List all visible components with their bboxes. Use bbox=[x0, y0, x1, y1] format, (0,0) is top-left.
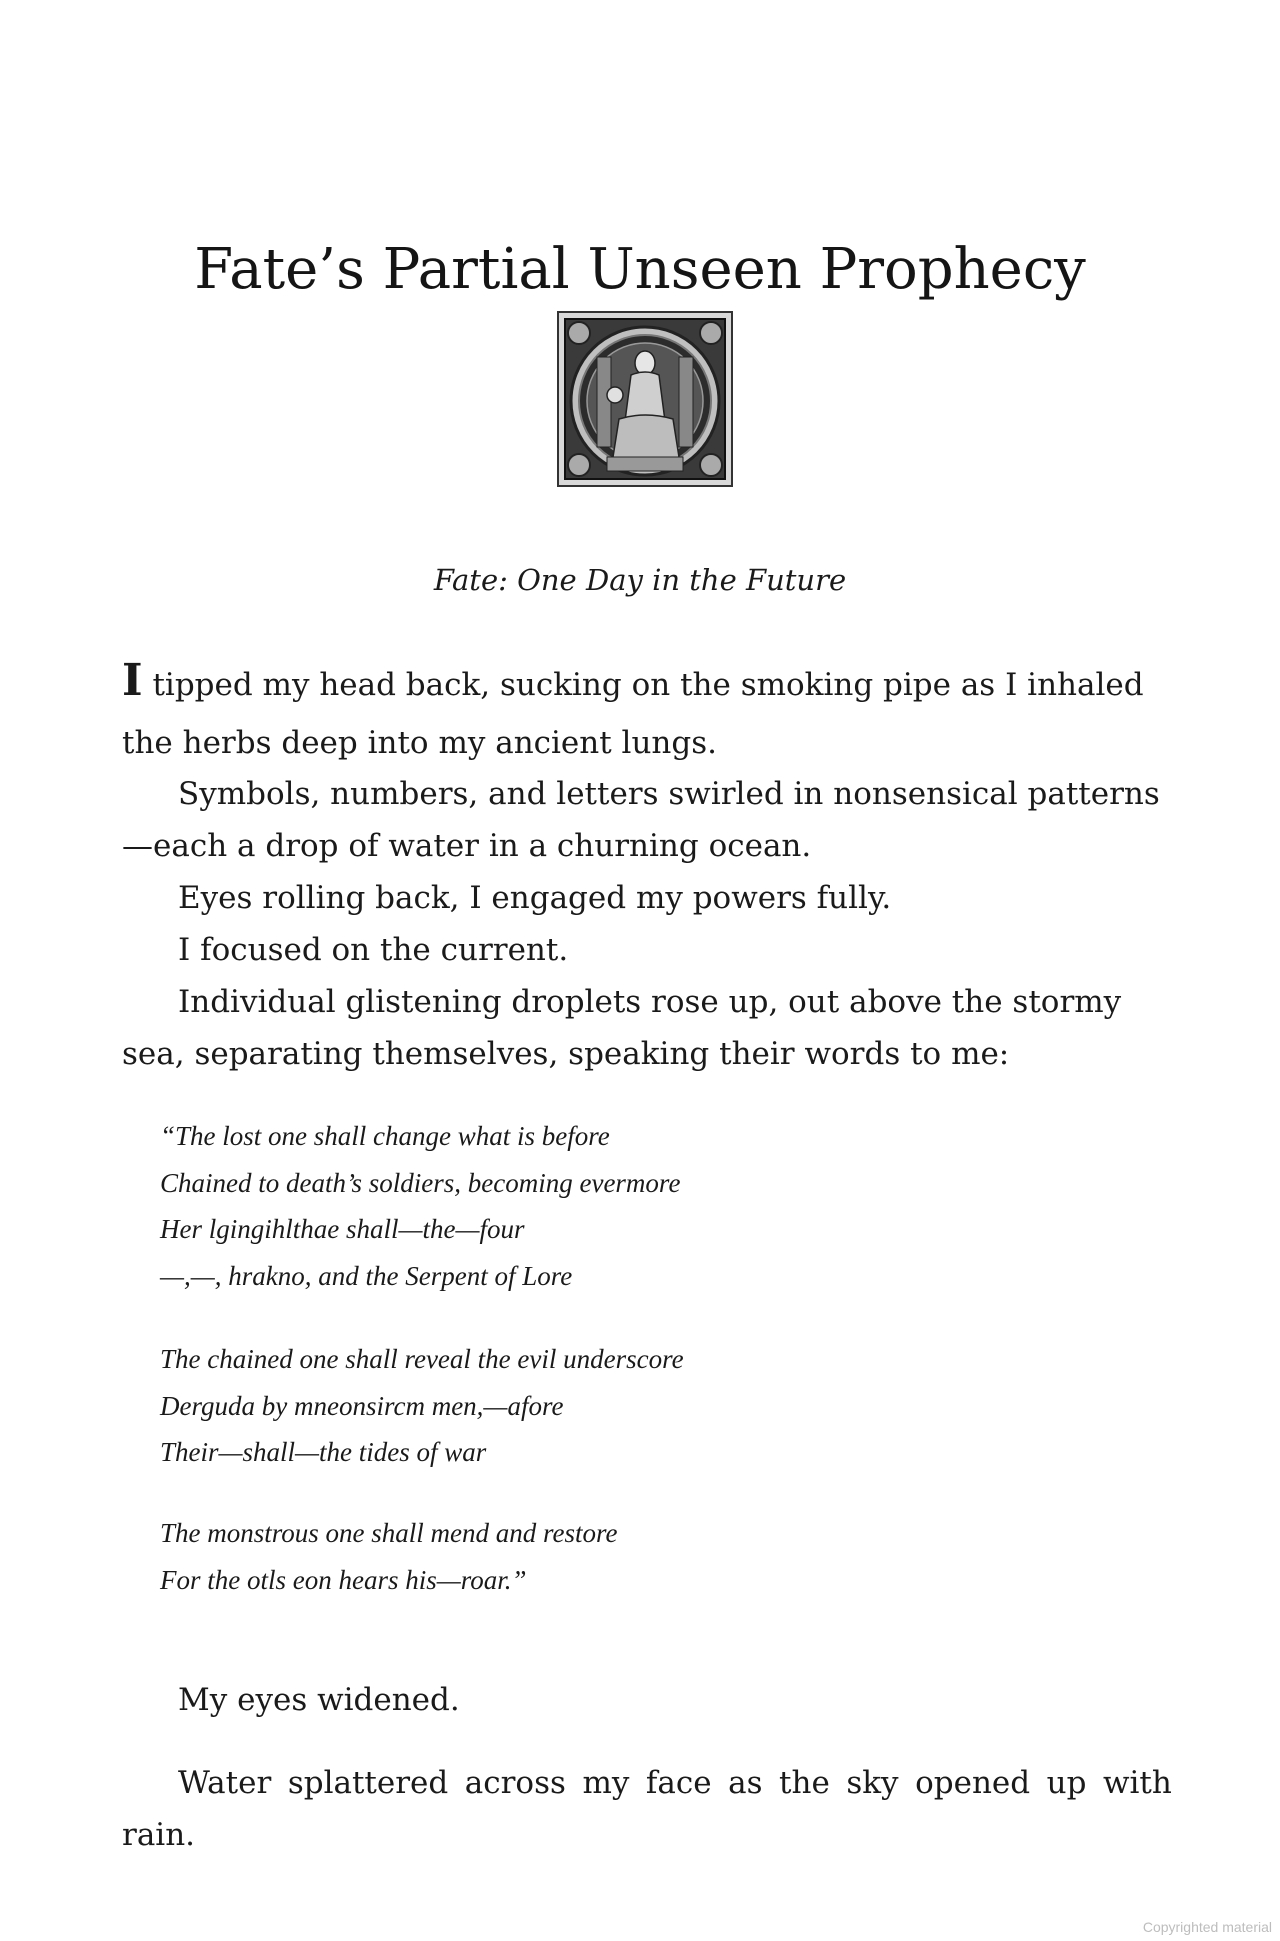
drop-cap: I bbox=[122, 655, 143, 706]
poem-line: Derguda by mneonsircm men,—afore bbox=[160, 1390, 564, 1421]
paragraph-4-line: I focused on the current. bbox=[178, 932, 569, 968]
copyright-notice: Copyrighted material bbox=[1142, 1919, 1272, 1935]
paragraph-1-line-1: tipped my head back, sucking on the smoking pipe as I inhaled bbox=[142, 667, 1144, 703]
word: with bbox=[1102, 1765, 1172, 1801]
poem-line: The monstrous one shall mend and restore bbox=[160, 1518, 618, 1548]
poem-stanza-3 bbox=[160, 1510, 1160, 1603]
word: as bbox=[728, 1765, 763, 1801]
poem-line: Chained to death’s soldiers, becoming evermore bbox=[160, 1167, 681, 1198]
paragraph-5 bbox=[122, 976, 1172, 1080]
paragraph-4 bbox=[122, 924, 1172, 976]
paragraph-2-line-1: Symbols, numbers, and letters swirled in nonsensical patterns bbox=[178, 776, 1160, 812]
paragraph-1 bbox=[122, 652, 1172, 772]
body-text bbox=[122, 652, 1172, 1080]
poem-stanza-2 bbox=[160, 1336, 1160, 1476]
word: sky bbox=[846, 1765, 899, 1801]
closing-paragraph-1-line: My eyes widened. bbox=[178, 1682, 460, 1718]
word: up bbox=[1046, 1765, 1087, 1801]
paragraph-3 bbox=[122, 872, 1172, 924]
poem-stanza-1 bbox=[160, 1113, 1160, 1299]
closing-paragraph-2-line-1 bbox=[122, 1757, 1172, 1809]
chapter-subtitle: Fate: One Day in the Future bbox=[433, 563, 847, 597]
justified-line bbox=[178, 1757, 1172, 1809]
poem-line: For the otls eon hears his—roar.” bbox=[160, 1564, 527, 1595]
closing-paragraph-1 bbox=[122, 1674, 1172, 1726]
word: opened bbox=[915, 1765, 1031, 1801]
closing-paragraph-2 bbox=[122, 1757, 1172, 1861]
poem-line: Her lgingihlthae shall—the—four bbox=[160, 1214, 525, 1244]
word: face bbox=[645, 1765, 712, 1801]
poem-line: —,—, hrakno, and the Serpent of Lore bbox=[160, 1260, 573, 1291]
poem-line: The chained one shall reveal the evil underscore bbox=[160, 1344, 684, 1374]
closing-paragraph-2-line-2: rain. bbox=[122, 1817, 196, 1853]
word: across bbox=[464, 1765, 566, 1801]
page-title: Fate’s Partial Unseen Prophecy bbox=[194, 236, 1086, 302]
word: splattered bbox=[287, 1765, 449, 1801]
paragraph-5-line-1: Individual glistening droplets rose up, out above the stormy bbox=[178, 984, 1122, 1020]
word: Water bbox=[178, 1765, 272, 1801]
paragraph-5-line-2: sea, separating themselves, speaking their words to me: bbox=[122, 1036, 1010, 1072]
poem-line: “The lost one shall change what is before bbox=[160, 1121, 610, 1151]
closing-text bbox=[122, 1643, 1172, 1892]
poem-line: Their—shall—the tides of war bbox=[160, 1437, 487, 1467]
paragraph-1-line-2: the herbs deep into my ancient lungs. bbox=[122, 725, 718, 761]
paragraph-2-line-2: —each a drop of water in a churning ocean. bbox=[122, 828, 812, 864]
paragraph-3-line: Eyes rolling back, I engaged my powers fully. bbox=[178, 880, 892, 916]
seated-goddess-emblem-icon bbox=[557, 311, 733, 487]
paragraph-2 bbox=[122, 768, 1172, 872]
word: my bbox=[582, 1765, 630, 1801]
word: the bbox=[779, 1765, 830, 1801]
